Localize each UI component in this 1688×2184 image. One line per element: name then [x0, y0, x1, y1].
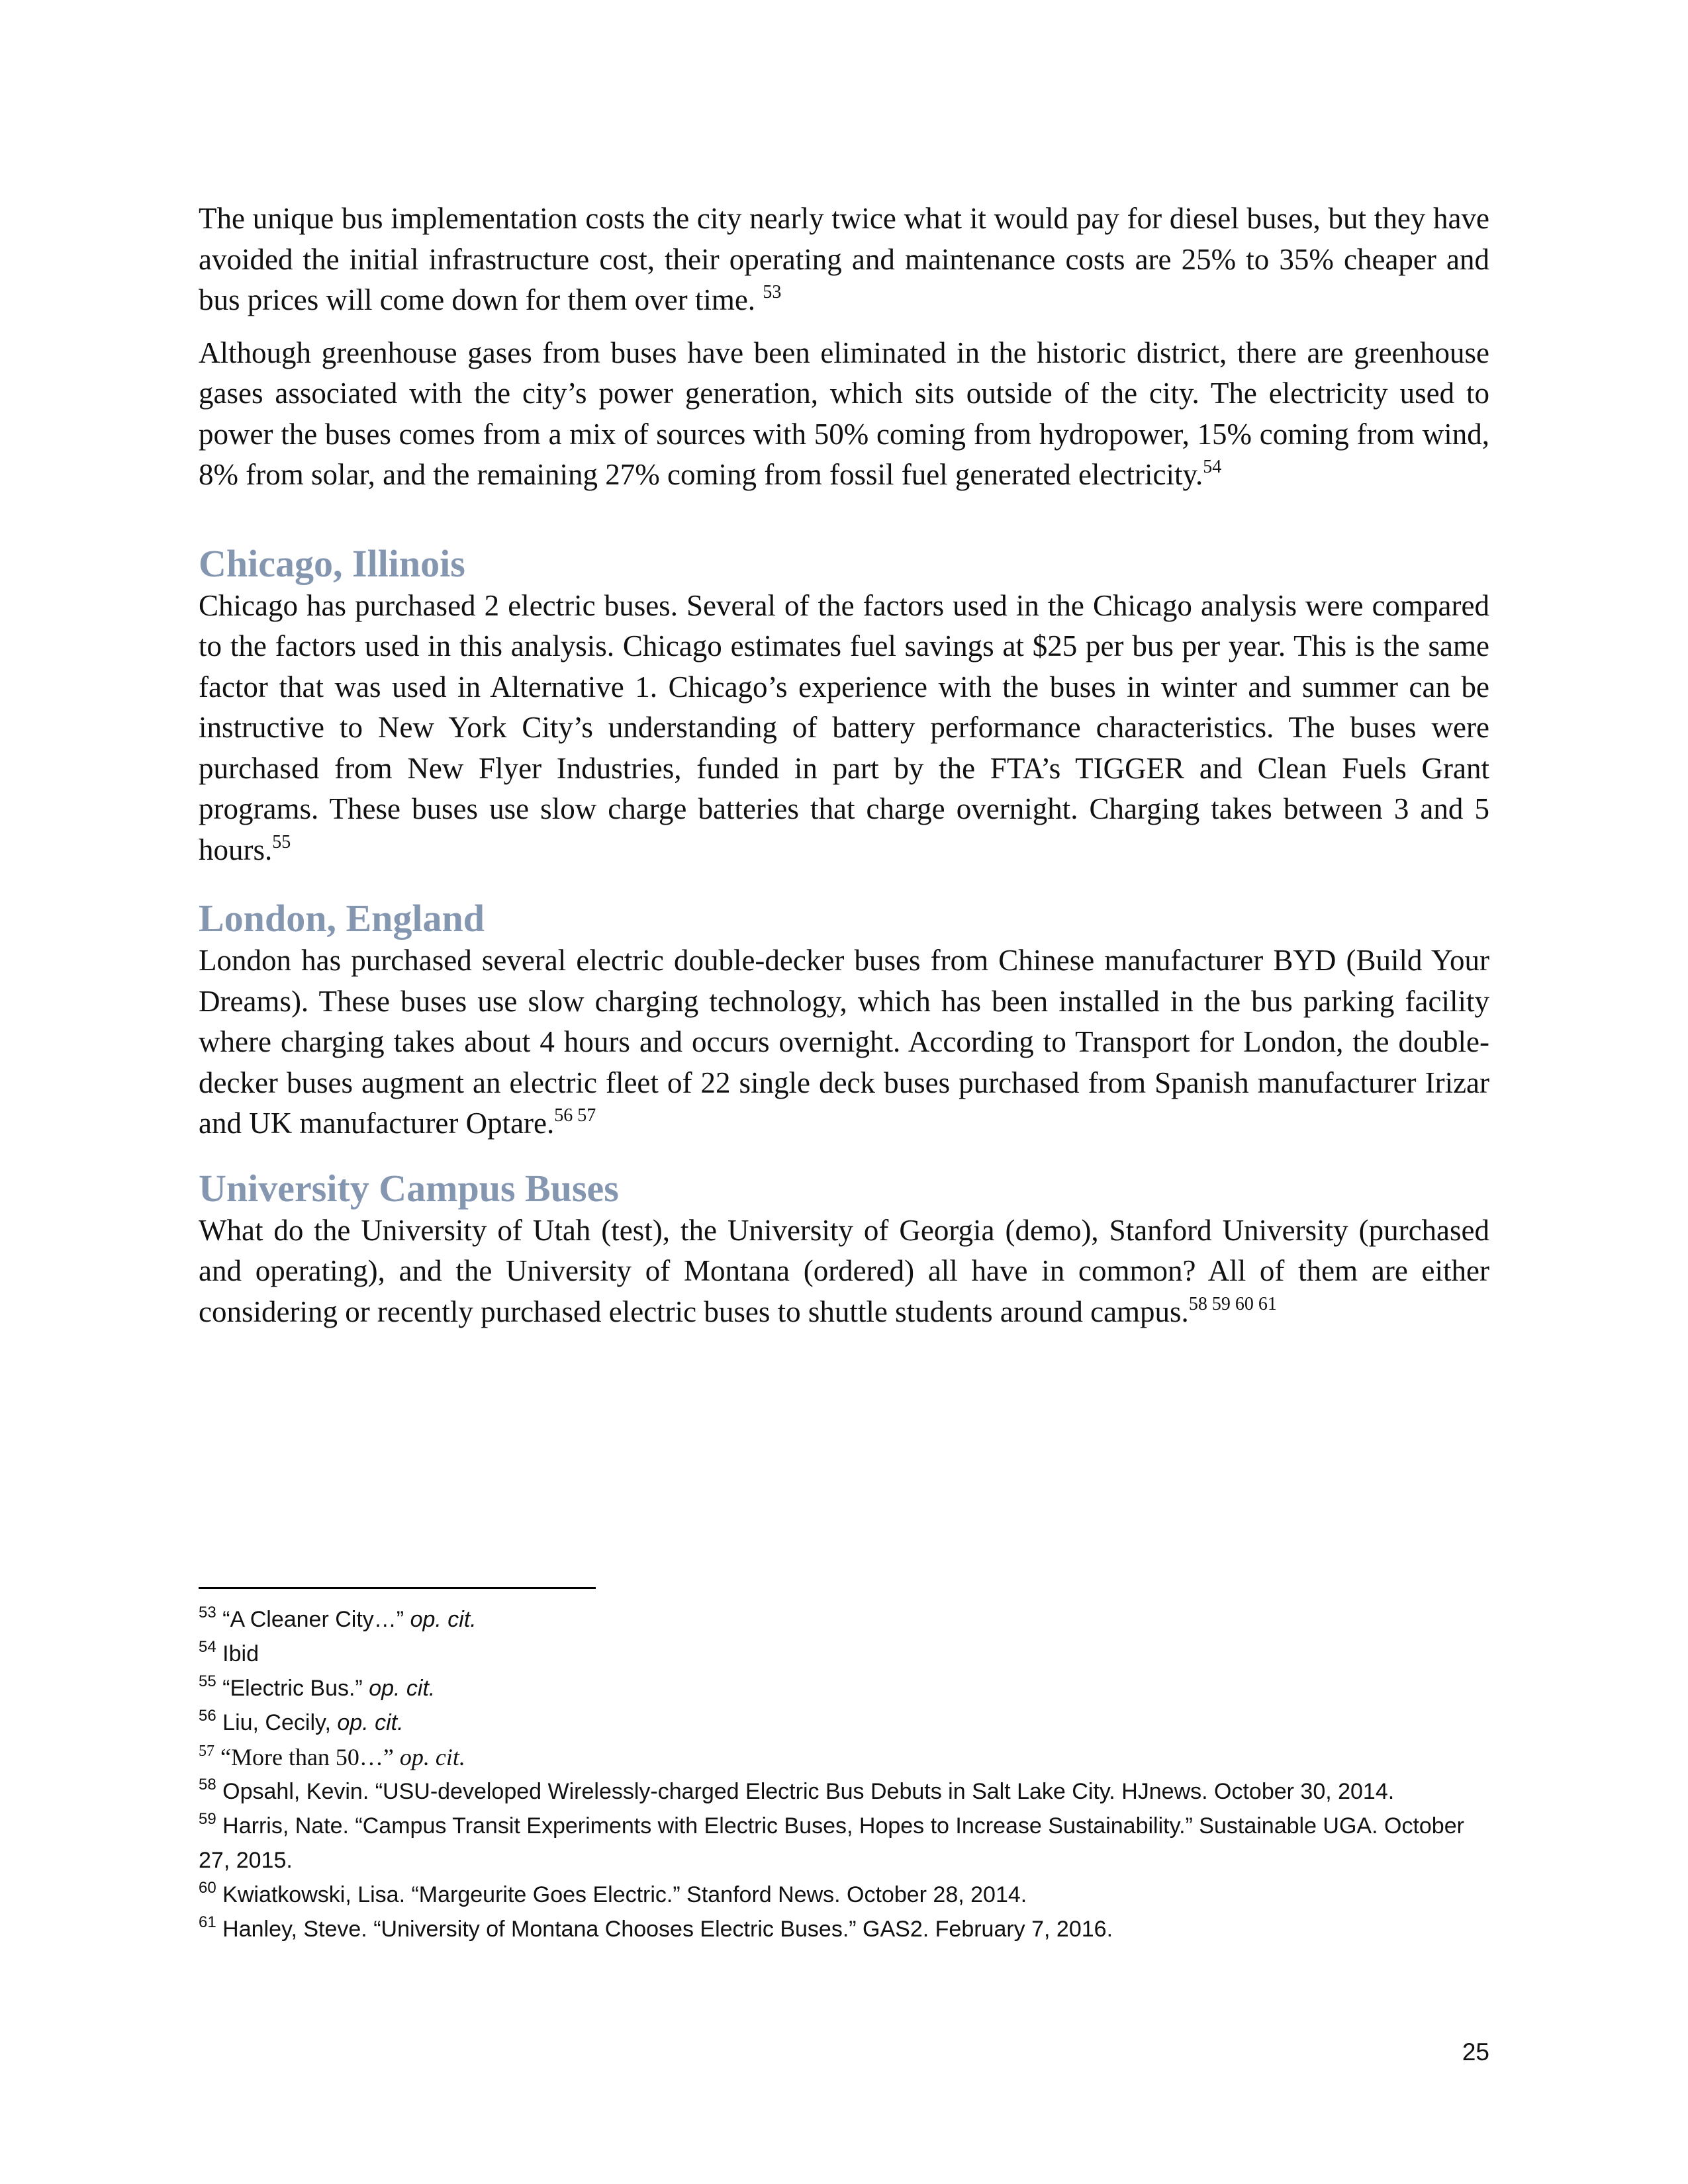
- footnote-54: $^{54}$ Ibid: [199, 1638, 259, 1666]
- paragraph-chicago: Chicago has purchased 2 electric buses. Several of the factors used in the Chicago analysis were compared to the factors used in this analysis. Chicago estimates fuel savings at $25 per bus per year. This is the same factor that was used in Alternative 1. Chicago’s experience with the buses in winter and summer can be instructive to New York City’s understanding of battery performance characteristics. The buses were purchased from New Flyer Industries, funded in part by the FTA’s TIGGER and Clean Fuels Grant programs. These buses use slow charge batteries that charge overnight. Charging takes between 3 and 5 hours.$^{55}$: [199, 588, 1489, 866]
- footnote-ref-54[interactable]: 54: [1203, 457, 1222, 477]
- footnote-ref-55[interactable]: 55: [272, 831, 291, 852]
- paragraph-greenhouse-gases: Although greenhouse gases from buses have been eliminated in the historic district, there are greenhouse gases associated with the city’s power generation, which sits outside of the city. The electricity used to power the buses comes from a mix of sources with 50% coming from hydropower, 15% coming from wind, 8% from solar, and the remaining 27% coming from fossil fuel generated electricity.$^{54}$: [199, 336, 1489, 491]
- page-number: 25: [1462, 2038, 1489, 2066]
- footnote-61: $^{61}$ Hanley, Steve. “University of Montana Chooses Electric Buses.” GAS2. February 7, 2016.: [199, 1913, 1113, 1942]
- footnote-ref-53[interactable]: 53: [763, 282, 782, 302]
- footnote-53: $^{53}$ “A Cleaner City…” op. cit.: [199, 1604, 477, 1632]
- footnote-58: $^{58}$ Opsahl, Kevin. “USU-developed Wirelessly-charged Electric Bus Debuts in Salt Lake City. HJnews. October 30, 2014.: [199, 1776, 1395, 1804]
- footnote-55: $^{55}$ “Electric Bus.” op. cit.: [199, 1672, 436, 1701]
- footnote-separator: [199, 1587, 596, 1589]
- paragraph-university: What do the University of Utah (test), the University of Georgia (demo), Stanford University (purchased and operating), and the University of Montana (ordered) all have in common? All of them are either considering or recently purchased electric buses to shuttle students around campus.$^{58 59 60 61}$: [199, 1213, 1489, 1328]
- footnote-57: $^{57}$ “More than 50…” op. cit.: [199, 1743, 465, 1770]
- heading-chicago: Chicago, Illinois: [199, 541, 465, 585]
- page-body: [199, 199, 1489, 1332]
- footnote-ref-58-61[interactable]: 58 59 60 61: [1188, 1293, 1277, 1314]
- heading-university-campus-buses: University Campus Buses: [199, 1166, 619, 1210]
- footnotes-section: [199, 1587, 1489, 1946]
- paragraph-london: London has purchased several electric double-decker buses from Chinese manufacturer BYD (Build Your Dreams). These buses use slow charging technology, which has been installed in the bus parking facility where charging takes about 4 hours and occurs overnight. According to Transport for London, the double-decker buses augment an electric fleet of 22 single deck buses purchased from Spanish manufacturer Irizar and UK manufacturer Optare.$^{56 57}$: [199, 944, 1489, 1140]
- footnote-56: $^{56}$ Liu, Cecily, op. cit.: [199, 1707, 404, 1735]
- footnote-ref-56-57[interactable]: 56 57: [554, 1105, 596, 1126]
- footnote-59: $^{59}$ Harris, Nate. “Campus Transit Experiments with Electric Buses, Hopes to Increase Sustainability.” Sustainable UGA. October 27, 2015.: [199, 1810, 1464, 1873]
- paragraph-bus-costs: The unique bus implementation costs the city nearly twice what it would pay for diesel buses, but they have avoided the initial infrastructure cost, their operating and maintenance costs are 25% to 35% cheaper and bus prices will come down for them over time. $^{53}$: [199, 202, 1489, 316]
- footnote-60: $^{60}$ Kwiatkowski, Lisa. “Margeurite Goes Electric.” Stanford News. October 28, 2014.: [199, 1879, 1027, 1907]
- heading-london: London, England: [199, 897, 485, 940]
